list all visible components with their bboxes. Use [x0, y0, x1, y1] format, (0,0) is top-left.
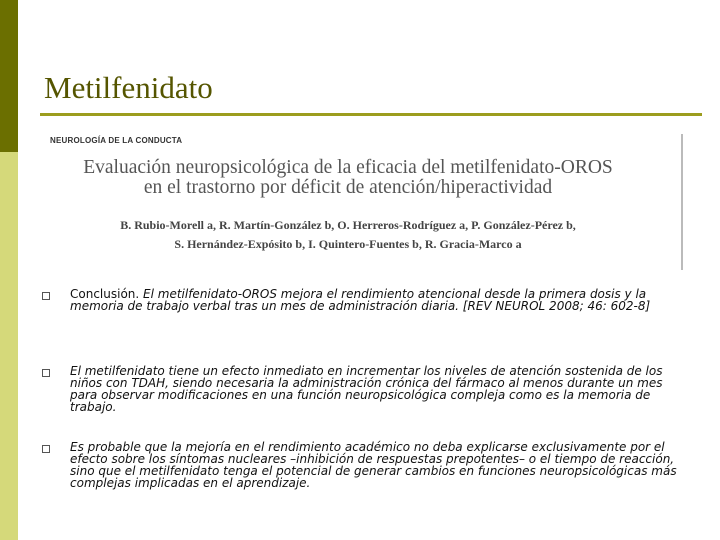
- bullet-text-2: El metilfenidato tiene un efecto inmediato en incrementar los niveles de atención sostenida de los niños con TDAH, siendo necesaria la administración crónica del fármaco al menos durante un mes para observar modificaciones en una función neuropsicológica compleja como es la memoria de trabajo.: [70, 364, 663, 414]
- bullet-body-1: El metilfenidato-OROS mejora el rendimiento atencional desde la primera dosis y la memoria de trabajo verbal tras un mes de administración diaria. [REV NEUROL 2008; 46: 602-8]: [70, 287, 651, 313]
- bullet-text-3: Es probable que la mejoría en el rendimiento académico no deba explicarse exclusivamente por el efecto sobre los síntomas nucleares –inhibición de respuestas prepotentes– o el tiempo de reacción, sino que el metilfenidato tenga el potencial de generar cambios en funciones neuropsicológicas más complejas implicadas en el aprendizaje.: [70, 440, 677, 490]
- article-header-image: [48, 134, 684, 272]
- article-page-edge: [681, 134, 683, 270]
- hollow-square-bullet-icon: [42, 369, 50, 377]
- bullet-label-conclusion: Conclusión.: [70, 287, 144, 301]
- article-authors-line-1: B. Rubio-Morell a, R. Martín-González b, O. Herreros-Rodríguez a, P. González-Pérez b,: [120, 218, 576, 232]
- article-title-line-2: en el trastorno por déficit de atención/hiperactividad: [143, 177, 553, 198]
- article-title-line-1: Evaluación neuropsicológica de la eficacia del metilfenidato-OROS: [83, 157, 613, 178]
- sidebar-accent-light: [0, 152, 18, 540]
- article-title: [48, 158, 648, 198]
- title-underline: [40, 113, 702, 116]
- hollow-square-bullet-icon: [42, 445, 50, 453]
- hollow-square-bullet-icon: [42, 292, 50, 300]
- article-authors: [48, 216, 648, 254]
- article-section-label: NEUROLOGÍA DE LA CONDUCTA: [50, 136, 183, 145]
- slide-title: Metilfenidato: [44, 70, 213, 105]
- sidebar-accent-dark: [0, 0, 18, 152]
- bullet-text-1: [70, 288, 680, 312]
- article-authors-line-2: S. Hernández-Expósito b, I. Quintero-Fuentes b, R. Gracia-Marco a: [174, 237, 522, 251]
